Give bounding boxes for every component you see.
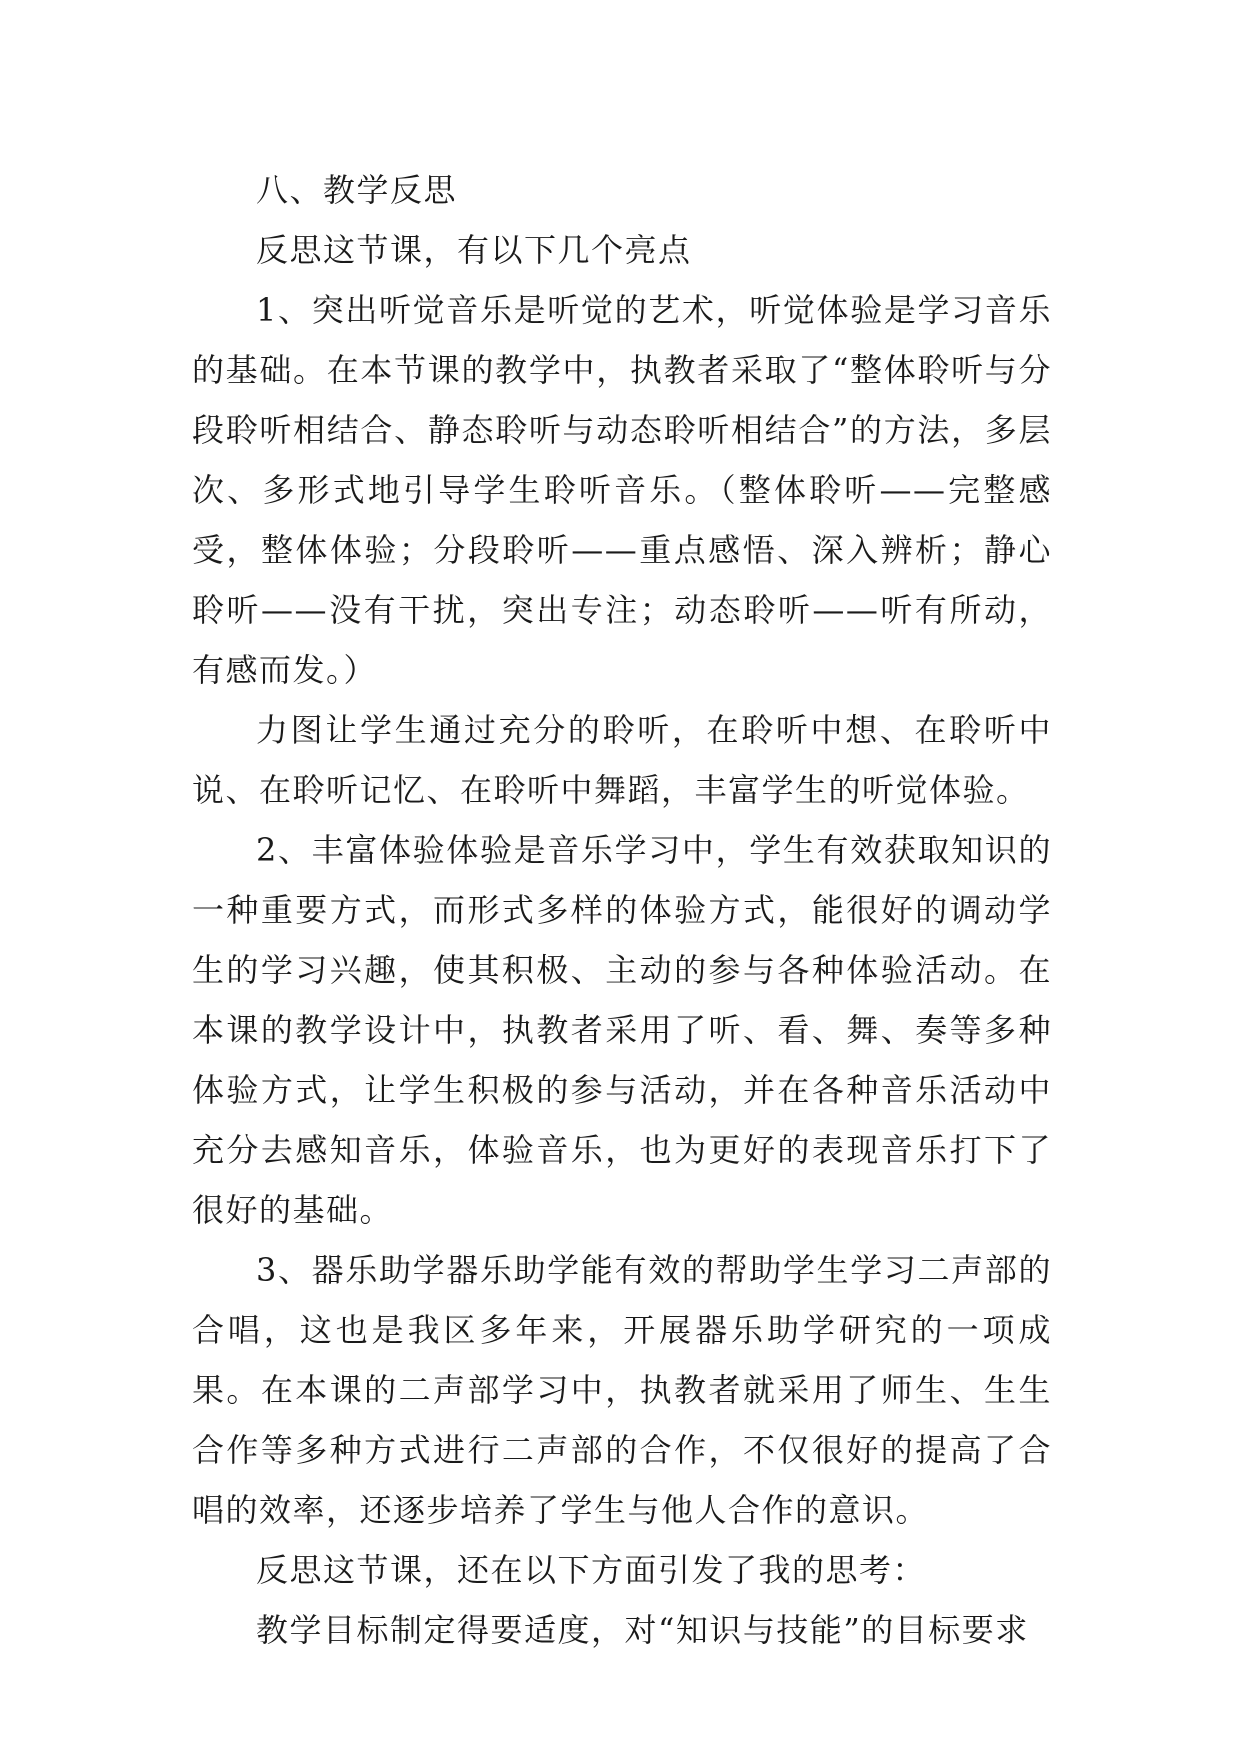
paragraph: 反思这节课，还在以下方面引发了我的思考： xyxy=(256,1551,927,1589)
paragraph: 3、器乐助学器乐助学能有效的帮助学生学习二声部的合唱，这也是我区多年来，开展器乐助学研究的一项成果。在本课的二声部学习中，执教者就采用了师生、生生合作等多种方式进行二声部的合作，不仅很好的提高了合唱的效率，还逐步培养了学生与他人合作的意识。 xyxy=(192,1251,1052,1529)
section-heading: 八、教学反思 xyxy=(256,171,458,209)
document-body xyxy=(192,160,1052,1660)
paragraph: 反思这节课，有以下几个亮点 xyxy=(256,231,692,269)
paragraph: 教学目标制定得要适度，对“知识与技能”的目标要求 xyxy=(256,1611,1029,1649)
paragraph: 2、丰富体验体验是音乐学习中，学生有效获取知识的一种重要方式，而形式多样的体验方式，能很好的调动学生的学习兴趣，使其积极、主动的参与各种体验活动。在本课的教学设计中，执教者采用了听、看、舞、奏等多种体验方式，让学生积极的参与活动，并在各种音乐活动中充分去感知音乐，体验音乐，也为更好的表现音乐打下了很好的基础。 xyxy=(192,831,1052,1229)
paragraph: 1、突出听觉音乐是听觉的艺术，听觉体验是学习音乐的基础。在本节课的教学中，执教者采取了“整体聆听与分段聆听相结合、静态聆听与动态聆听相结合”的方法，多层次、多形式地引导学生聆听音乐。（整体聆听——完整感受，整体体验；分段聆听——重点感悟、深入辨析；静心聆听——没有干扰，突出专注；动态聆听——听有所动，有感而发。） xyxy=(192,291,1052,689)
paragraph: 力图让学生通过充分的聆听，在聆听中想、在聆听中说、在聆听记忆、在聆听中舞蹈，丰富学生的听觉体验。 xyxy=(192,711,1052,809)
